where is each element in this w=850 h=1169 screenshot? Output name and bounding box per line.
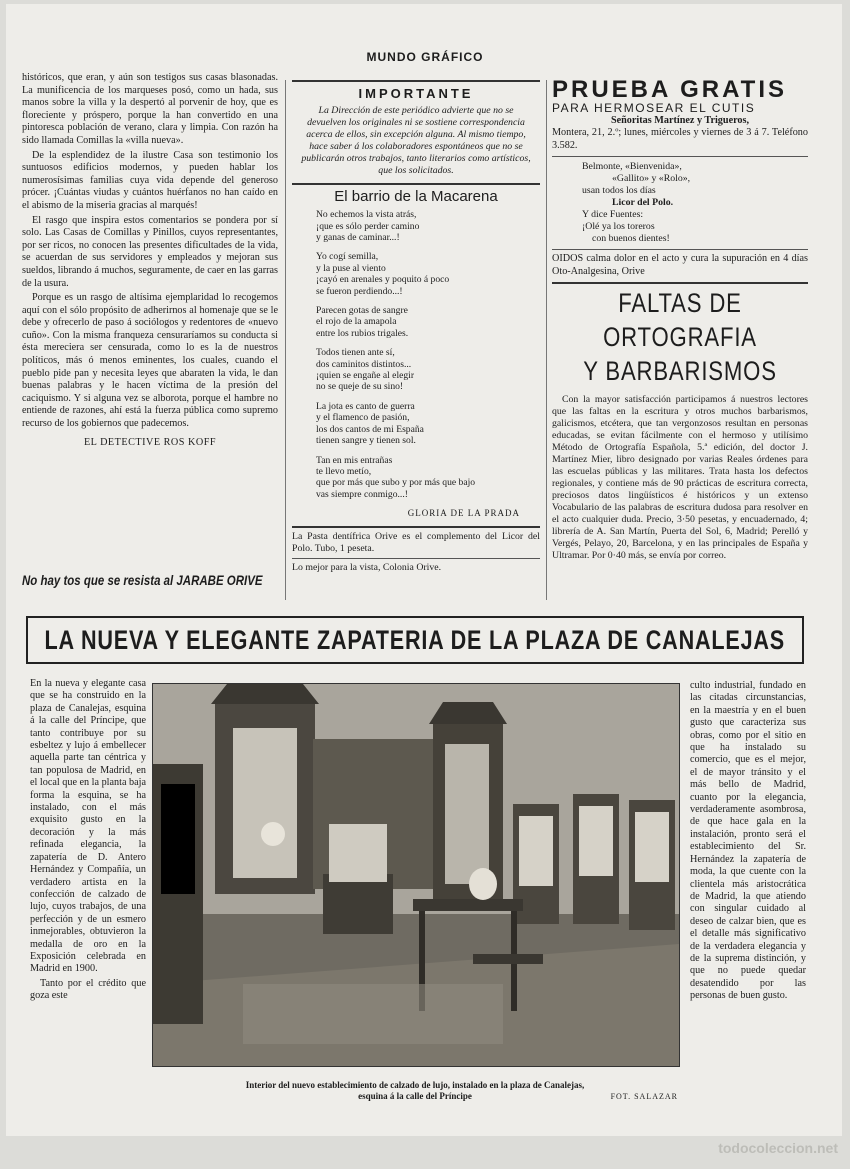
poem-line: los dos cantos de mi España: [316, 423, 424, 435]
photo-illustration: [153, 684, 679, 1066]
prueba-address: Montera, 21, 2.º; lunes, miércoles y viernes de 3 á 7. Teléfono 3.582.: [552, 127, 808, 151]
poem-line: y la puse al viento: [316, 262, 386, 274]
poem-line: entre los rubios trigales.: [316, 327, 409, 339]
poem-stanza: [316, 209, 540, 243]
article-column-right: [552, 78, 808, 564]
banner-title: LA NUEVA Y ELEGANTE ZAPATERIA DE LA PLAZA DE CANALEJAS: [44, 624, 786, 655]
poem-line: Parecen gotas de sangre: [316, 305, 408, 317]
importante-notice: [292, 80, 540, 185]
article-signature: EL DETECTIVE ROS KOFF: [83, 436, 217, 448]
poem-line: y el flamenco de pasión,: [316, 412, 410, 424]
paragraph: Porque es un rasgo de altísima ejemplaridad lo recogemos aquí con el sólo propósito de adherirnos al homenaje que se le debe y ofrecerlo de paso á sociólogos y redentores de «nuevo cuño». Con la misma franqueza censuraríamos su conducta si ésta mereciera ser censurada, como lo es la de nuestros políticos, más ó menos eminentes, los cuales, cuando el pueblo pide pan y necesita leyes que abaraten la vida, le dan buenas palabras y le hacen víctima de la presión del caciquismo. Y si alguna vez se alborota, porque el hambre no entiende de razones, ahí está la fuerza pública como supremo recurso de los gobiernos que padecemos.: [22, 292, 278, 430]
ad-line: «Gallito» y «Rolo»,: [612, 173, 691, 185]
shoe-store-article-right: [690, 680, 806, 1005]
poem-line: Tan en mis entrañas: [316, 454, 393, 466]
poem-title: El barrio de la Macarena: [334, 187, 498, 205]
poem: [292, 209, 540, 519]
caption-line: Interior del nuevo establecimiento de calzado de lujo, instalado en la plaza de Canalejas,: [245, 1080, 585, 1090]
poem-stanza: [316, 347, 540, 393]
paragraph: culto industrial, fundado en las citadas circunstancias, en la maestría y en el buen gusto que caracteriza sus obras, como por el sitio en que ha instalado su comercio, que es el mejor, el de mayor tránsito y el más bello de Madrid, cuanto por la elegancia, verdaderamente asombrosa, de que hace gala en la instalación, pronto será el establecimiento del Sr. Hernández la zapatería de moda, la que cuente con la clientela más aristocrática de Madrid, la que atiendo con singular cuidado al deseo de calzar bien, que es el detalle más significativo de la verdadera elegancia y de la suprema distinción, y que no puede quedar desatendido por las personas de buen gusto.: [690, 680, 806, 1002]
faltas-heading: [552, 282, 808, 388]
photo-caption: [152, 1080, 678, 1102]
poem-line: se fueron perdiendo...!: [316, 285, 403, 297]
poem-line: no se queje de su sino!: [316, 381, 404, 393]
poem-line: ¡quien se engañe al elegir: [316, 370, 415, 382]
paragraph: De la esplendidez de la ilustre Casa son testimonio los suntuosos edificios modernos, y pueden hablar los numerosísimas familias cuya vida depende del generoso prócer. ¡Cuántas viudas y cuántos huérfanos no han caído en el abismo de la miseria gracias al marqués!: [22, 149, 278, 211]
faltas-text: Con la mayor satisfacción participamos á nuestros lectores que las faltas en la escritura y otros muchos barbarismos, galicismos, etcétera, que tan vergonzosos resultan en personas educadas, se evitan fácilmente con el hermoso y utilísimo Método de Ortografía Española, 5.ª edición, del doctor J. Martínez Mier, libro designado por varias Reales órdenes para las escuelas públicas y las militares. Trata hasta los defectos regionales, y contiene más de 90 prácticas de escritura correcta, preciosos datos lingüísticos é históricos y un extenso Vocabulario de las palabras de escritura dudosa para resolver en el acto cualquier duda. Precio, 3·50 pesetas, y encuadernado, 4; librería de A. San Martín, Puerta del Sol, 6, Madrid; Perelló y Vergés, Pelayo, 20, Barcelona, y en las principales de España y Ultramar. Por 0·40 más, se envía por correo.: [552, 393, 808, 561]
licor-polo-ad: [552, 156, 808, 249]
column-divider: [546, 80, 547, 600]
page-header: MUNDO GRÁFICO: [366, 50, 484, 64]
poem-line: No echemos la vista atrás,: [316, 209, 417, 221]
caption-line: esquina á la calle del Príncipe: [358, 1091, 472, 1101]
poem-line: dos caminitos distintos...: [316, 358, 412, 370]
paragraph: Tanto por el crédito que goza este: [30, 977, 146, 1002]
poem-line: vas siempre conmigo...!: [316, 488, 408, 500]
poem-stanza: [316, 305, 540, 339]
article-banner: [26, 616, 804, 664]
paragraph: históricos, que eran, y aún son testigos sus casas blasonadas. La munificencia de los marqueses posó, como un hada, sus manos sobre la villa y la despertó al porvenir de hoy, que es floreciente y próspero, porque la han convertido en una pintoresca población de verano, clara y limpia. Con razón ha sido llamada Comillas la «villa nueva».: [22, 72, 278, 146]
faltas-title-line: FALTAS DE ORTOGRAFIA: [603, 287, 757, 352]
poem-line: ¡cayó en arenales y poquito á poco: [316, 274, 450, 286]
poem-line: Todos tienen ante sí,: [316, 347, 395, 359]
store-interior-photo: [152, 683, 680, 1067]
jarabe-ad: No hay tos que se resista al JARABE ORIVE: [22, 572, 263, 588]
poem-author: GLORIA DE LA PRADA: [407, 508, 520, 519]
faltas-title-line: Y BARBARISMOS: [583, 355, 777, 386]
ad-line: usan todos los días: [582, 185, 656, 197]
pasta-ad: La Pasta dentífrica Orive es el complemento del Licor del Polo. Tubo, 1 peseta.: [292, 526, 540, 558]
shoe-store-article-left: [30, 678, 146, 1005]
prueba-names: Señoritas Martínez y Trigueros,: [610, 114, 750, 126]
importante-title: IMPORTANTE: [358, 86, 474, 101]
poem-stanza: [316, 401, 540, 447]
column-divider: [285, 80, 286, 600]
ad-line: Y dice Fuentes:: [582, 209, 644, 221]
article-column-middle: [292, 80, 540, 577]
prueba-title: PRUEBA GRATIS: [552, 76, 788, 103]
poem-line: tienen sangre y tienen sol.: [316, 435, 416, 447]
poem-line: te llevo metío,: [316, 465, 372, 477]
article-column-left: [22, 72, 278, 449]
importante-text: La Dirección de este periódico advierte que no se devuelven los originales ni se sostiene correspondencia acerca de ellos, sin excepción alguna. Al mismo tiempo, hace saber á los colaboradores espontáneos que no se publicarán otros trabajos, tanto literarios como artísticos, que los solicitados.: [301, 104, 531, 176]
oidos-ad: OIDOS calma dolor en el acto y cura la supuración en 4 días Oto-Analgesina, Orive: [552, 249, 808, 281]
poem-stanza: [316, 251, 540, 297]
paragraph: El rasgo que inspira estos comentarios se pondera por sí solo. Las Casas de Comillas y Pinillos, cuyos representantes, por ser ricos, no conocen las presentes dificultades de la vida, se acuerdan de sus servidores y empleados y mejoran sus sueldos, librando á muchos, seguramente, de caer en las garras de la usura.: [22, 214, 278, 289]
ad-line: Licor del Polo.: [612, 197, 674, 209]
colonia-ad: Lo mejor para la vista, Colonia Orive.: [292, 558, 540, 577]
poem-line: Yo cogí semilla,: [316, 251, 379, 263]
paragraph: En la nueva y elegante casa que se ha construido en la plaza de Canalejas, esquina á la calle del Príncipe, que tanto contribuye por su esbeltez y lujo á embellecer aquella parte tan céntrica y tan populosa de Madrid, en el local que en la planta baja forma la esquina, se ha instalado, con el más exquisito gusto en la decoración y la más refinada elegancia, la zapatería de D. Antero Hernández y Compañía, un verdadero artista en la confección de calzado de lujo, cuyos trabajos, de una perfección y de un esmero inmejorables, obtuvieron la medalla de oro en la Exposición celebrada en Madrid en 1900.: [30, 678, 146, 975]
poem-line: ¡que es sólo perder camino: [316, 220, 420, 232]
poem-line: La jota es canto de guerra: [316, 400, 415, 412]
watermark: todocoleccion.net: [718, 1140, 838, 1156]
poem-line: el rojo de la amapola: [316, 316, 397, 328]
ad-line: ¡Olé ya los toreros: [582, 221, 655, 233]
prueba-subtitle: PARA HERMOSEAR EL CUTIS: [552, 101, 756, 115]
poem-line: y ganas de caminar...!: [316, 232, 400, 243]
ad-line: Belmonte, «Bienvenida»,: [582, 161, 682, 173]
poem-stanza: [316, 455, 540, 501]
ad-line: con buenos dientes!: [592, 233, 670, 245]
photo-credit: FOT. SALAZAR: [610, 1092, 678, 1101]
poem-line: que por más que subo y por más que bajo: [316, 477, 476, 489]
